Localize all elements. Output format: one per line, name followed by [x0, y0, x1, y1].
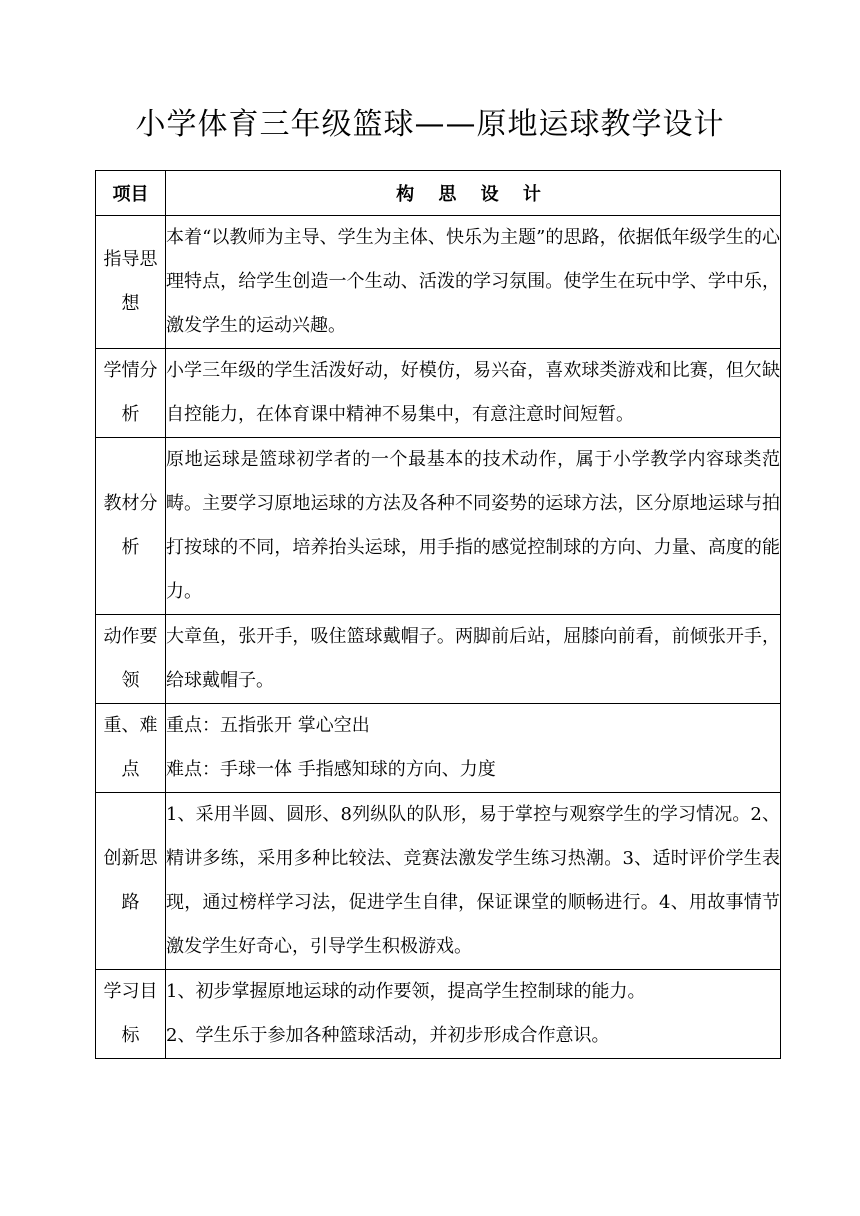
header-item: 项目: [96, 171, 166, 216]
row-content-student-analysis: [166, 349, 781, 438]
table-row-material-analysis: [96, 438, 781, 615]
content-line: 难点：手球一体 手指感知球的方向、力度: [166, 759, 496, 780]
table-row-learning-goals: [96, 970, 781, 1059]
header-design: 构 思 设 计: [166, 171, 781, 216]
content-line: 原地运球是篮球初学者的一个最基本的技术动作，属于小学教学内容球类范畴。主要学习原地运球的方法及各种不同姿势的运球方法，区分原地运球与拍打按球的不同，培养抬头运球，用手指的感觉控制球的方向、力量、高度的能力。: [166, 449, 780, 602]
table-row-student-analysis: [96, 349, 781, 438]
table-header-row: [96, 171, 781, 216]
table-row-innovative-ideas: [96, 793, 781, 970]
row-label-key-points: 重、难点: [96, 704, 166, 793]
document-title: 小学体育三年级篮球——原地运球教学设计: [135, 107, 725, 142]
table-row-key-points: [96, 704, 781, 793]
row-content-learning-goals: [166, 970, 781, 1059]
content-line: 小学三年级的学生活泼好动，好模仿，易兴奋，喜欢球类游戏和比赛，但欠缺自控能力，在体育课中精神不易集中，有意注意时间短暂。: [166, 360, 780, 425]
row-label-action-essentials: 动作要领: [96, 615, 166, 704]
row-content-action-essentials: [166, 615, 781, 704]
content-line: 本着“以教师为主导、学生为主体、快乐为主题”的思路，依据低年级学生的心理特点，给学生创造一个生动、活泼的学习氛围。使学生在玩中学、学中乐，激发学生的运动兴趣。: [166, 227, 780, 336]
table-row-action-essentials: [96, 615, 781, 704]
row-label-material-analysis: 教材分析: [96, 438, 166, 615]
row-label-learning-goals: 学习目标: [96, 970, 166, 1059]
content-line: 1、采用半圆、圆形、8列纵队的队形，易于掌控与观察学生的学习情况。2、精讲多练，采用多种比较法、竞赛法激发学生练习热潮。3、适时评价学生表现，通过榜样学习法，促进学生自律，保证课堂的顺畅进行。4、用故事情节激发学生好奇心，引导学生积极游戏。: [166, 804, 780, 957]
content-line: 2、学生乐于参加各种篮球活动，并初步形成合作意识。: [166, 1025, 610, 1046]
table-row-guiding-thought: [96, 216, 781, 349]
row-content-key-points: [166, 704, 781, 793]
row-content-guiding-thought: [166, 216, 781, 349]
row-label-innovative-ideas: 创新思路: [96, 793, 166, 970]
content-line: 重点：五指张开 掌心空出: [166, 715, 370, 736]
row-label-student-analysis: 学情分析: [96, 349, 166, 438]
row-label-guiding-thought: 指导思想: [96, 216, 166, 349]
row-content-material-analysis: [166, 438, 781, 615]
row-content-innovative-ideas: [166, 793, 781, 970]
content-line: 1、初步掌握原地运球的动作要领，提高学生控制球的能力。: [166, 981, 646, 1002]
lesson-design-table: [95, 170, 781, 1059]
content-line: 大章鱼，张开手，吸住篮球戴帽子。两脚前后站，屈膝向前看，前倾张开手，给球戴帽子。: [166, 626, 780, 691]
